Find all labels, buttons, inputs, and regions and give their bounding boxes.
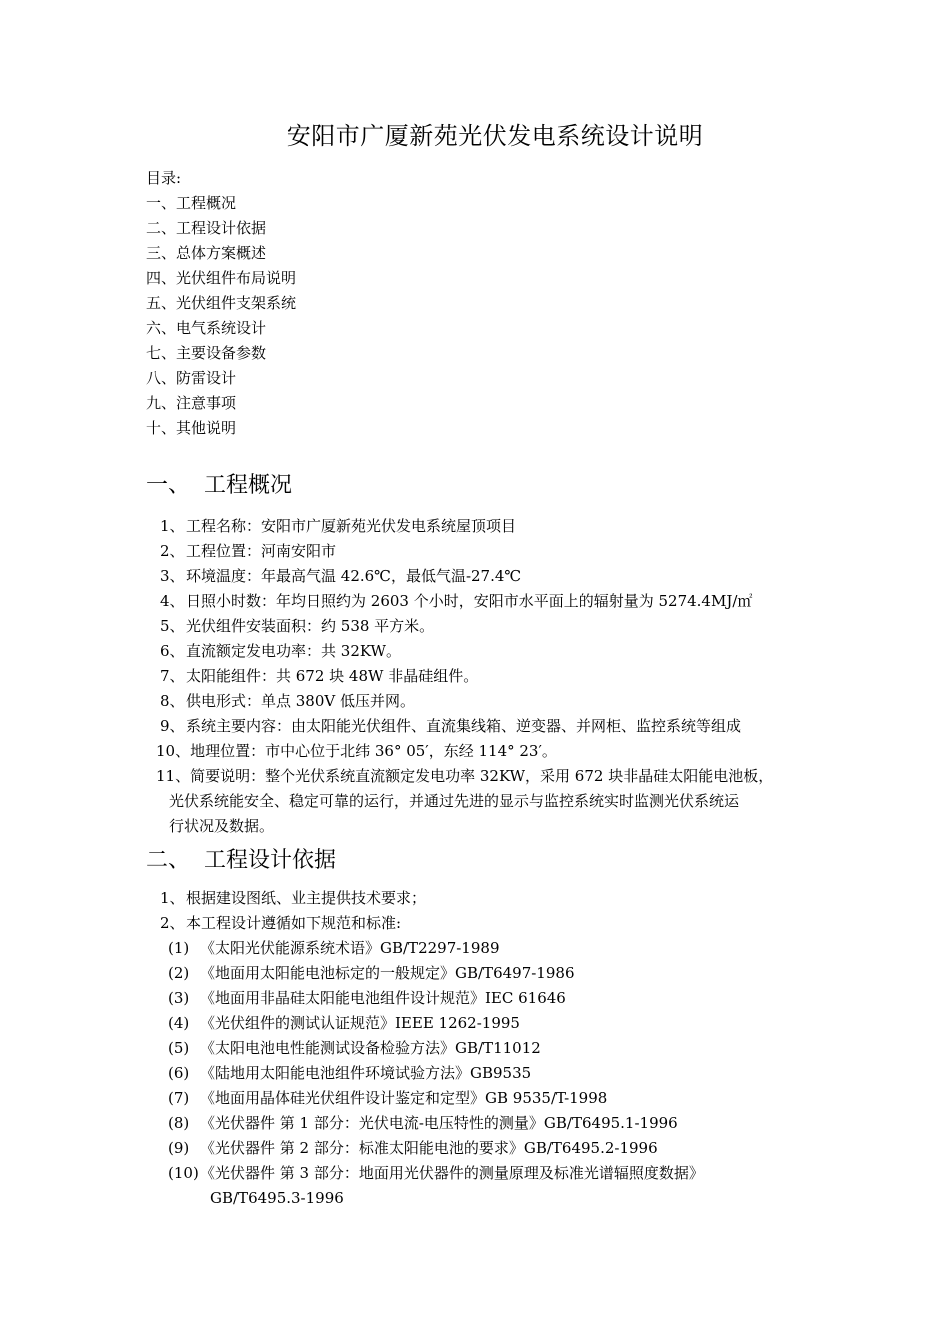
item-text: 太阳能组件：共 672 块 48W 非晶硅组件。 — [186, 667, 479, 685]
item-text: 系统主要内容：由太阳能光伏组件、直流集线箱、逆变器、并网柜、监控系统等组成 — [186, 717, 742, 735]
item-text: 环境温度：年最高气温 42.6℃，最低气温-27.4℃ — [186, 567, 522, 585]
standard-reference — [160, 1036, 704, 1061]
toc-heading: 目录: — [146, 169, 182, 187]
reference-continuation: GB/T6495.3-1996 — [210, 1189, 344, 1207]
list-item — [156, 764, 773, 789]
item-number: 2、 — [160, 914, 185, 932]
item-number: 9、 — [160, 717, 185, 735]
toc-item: 一、工程概况 — [146, 194, 237, 212]
reference-number: (8) — [168, 1114, 190, 1132]
item-number: 6、 — [160, 642, 185, 660]
section-2-list — [160, 886, 704, 1211]
reference-number: (7) — [168, 1089, 190, 1107]
toc-item: 九、注意事项 — [146, 394, 237, 412]
reference-text: 《太阳电池电性能测试设备检验方法》GB/T11012 — [200, 1039, 541, 1057]
item-continuation: 光伏系统能安全、稳定可靠的运行，并通过先进的显示与监控系统实时监测光伏系统运 — [169, 792, 740, 810]
reference-text: 《光伏组件的测试认证规范》IEEE 1262-1995 — [200, 1014, 520, 1032]
reference-text: 《陆地用太阳能电池组件环境试验方法》GB9535 — [200, 1064, 532, 1082]
toc-item: 三、总体方案概述 — [146, 244, 267, 262]
reference-text: 《地面用晶体硅光伏组件设计鉴定和定型》GB 9535/T-1998 — [200, 1089, 608, 1107]
reference-number: (5) — [168, 1039, 190, 1057]
toc-item: 四、光伏组件布局说明 — [146, 269, 297, 287]
section-1-list — [156, 514, 774, 839]
item-number: 11、 — [156, 767, 191, 785]
item-text: 日照小时数：年均日照约为 2603 个小时，安阳市水平面上的辐射量为 5274.4MJ/㎡ — [186, 592, 753, 610]
reference-number: (10) — [168, 1164, 199, 1182]
toc-item: 八、防雷设计 — [146, 369, 237, 387]
reference-number: (3) — [168, 989, 190, 1007]
section-1-number: 一、 — [146, 473, 191, 498]
list-item — [160, 514, 773, 539]
item-number: 5、 — [160, 617, 185, 635]
toc-item: 七、主要设备参数 — [146, 344, 267, 362]
item-text: 供电形式：单点 380V 低压并网。 — [186, 692, 416, 710]
list-item — [160, 664, 773, 689]
list-item — [160, 886, 704, 911]
standard-reference — [160, 961, 704, 986]
item-number: 3、 — [160, 567, 185, 585]
list-item — [160, 911, 704, 936]
standard-reference — [160, 1011, 704, 1036]
reference-text: 《地面用非晶硅太阳能电池组件设计规范》IEC 61646 — [200, 989, 566, 1007]
standard-reference — [160, 1086, 704, 1111]
list-item — [160, 564, 773, 589]
section-2-number: 二、 — [146, 848, 191, 873]
list-item — [160, 614, 773, 639]
standard-reference — [160, 1136, 704, 1161]
standard-reference — [160, 1061, 704, 1086]
item-number: 4、 — [160, 592, 185, 610]
table-of-contents — [146, 166, 296, 441]
item-text: 地理位置：市中心位于北纬 36° 05′，东经 114° 23′。 — [190, 742, 557, 760]
reference-text: 《太阳光伏能源系统术语》GB/T2297-1989 — [200, 939, 500, 957]
reference-number: (4) — [168, 1014, 190, 1032]
item-number: 2、 — [160, 542, 185, 560]
reference-text: 《光伏器件 第 2 部分：标准太阳能电池的要求》GB/T6495.2-1996 — [200, 1139, 658, 1157]
item-number: 1、 — [160, 517, 185, 535]
toc-item: 二、工程设计依据 — [146, 219, 267, 237]
item-number: 7、 — [160, 667, 185, 685]
section-2-heading — [146, 843, 336, 874]
section-1-heading — [146, 468, 292, 499]
reference-number: (6) — [168, 1064, 190, 1082]
standard-reference — [160, 986, 704, 1011]
list-item — [160, 689, 773, 714]
toc-item: 十、其他说明 — [146, 419, 237, 437]
item-text: 根据建设图纸、业主提供技术要求； — [186, 889, 427, 907]
item-text: 简要说明：整个光伏系统直流额定发电功率 32KW，采用 672 块非晶硅太阳能电池板， — [190, 767, 774, 785]
item-continuation: 行状况及数据。 — [169, 817, 275, 835]
section-1-title: 工程概况 — [204, 473, 293, 498]
list-item — [160, 639, 773, 664]
reference-text: 《光伏器件 第 3 部分：地面用光伏器件的测量原理及标准光谱辐照度数据》 — [200, 1164, 704, 1182]
item-text: 直流额定发电功率：共 32KW。 — [186, 642, 401, 660]
standard-reference — [160, 1161, 704, 1186]
item-text: 工程名称：安阳市广厦新苑光伏发电系统屋顶项目 — [186, 517, 517, 535]
item-text: 本工程设计遵循如下规范和标准: — [186, 914, 402, 932]
reference-text: 《光伏器件 第 1 部分：光伏电流-电压特性的测量》GB/T6495.1-1996 — [200, 1114, 678, 1132]
reference-number: (2) — [168, 964, 190, 982]
item-text: 工程位置：河南安阳市 — [186, 542, 337, 560]
reference-number: (1) — [168, 939, 190, 957]
list-item — [160, 539, 773, 564]
toc-item: 六、电气系统设计 — [146, 319, 267, 337]
item-number: 10、 — [156, 742, 191, 760]
toc-item: 五、光伏组件支架系统 — [146, 294, 297, 312]
item-number: 1、 — [160, 889, 185, 907]
document-title: 安阳市广厦新苑光伏发电系统设计说明 — [286, 122, 704, 150]
reference-number: (9) — [168, 1139, 190, 1157]
item-text: 光伏组件安装面积：约 538 平方米。 — [186, 617, 435, 635]
standard-reference — [160, 936, 704, 961]
list-item — [160, 714, 773, 739]
list-item — [156, 739, 773, 764]
item-number: 8、 — [160, 692, 185, 710]
list-item — [160, 589, 773, 614]
standard-reference — [160, 1111, 704, 1136]
section-2-title: 工程设计依据 — [204, 848, 337, 873]
reference-text: 《地面用太阳能电池标定的一般规定》GB/T6497-1986 — [200, 964, 575, 982]
